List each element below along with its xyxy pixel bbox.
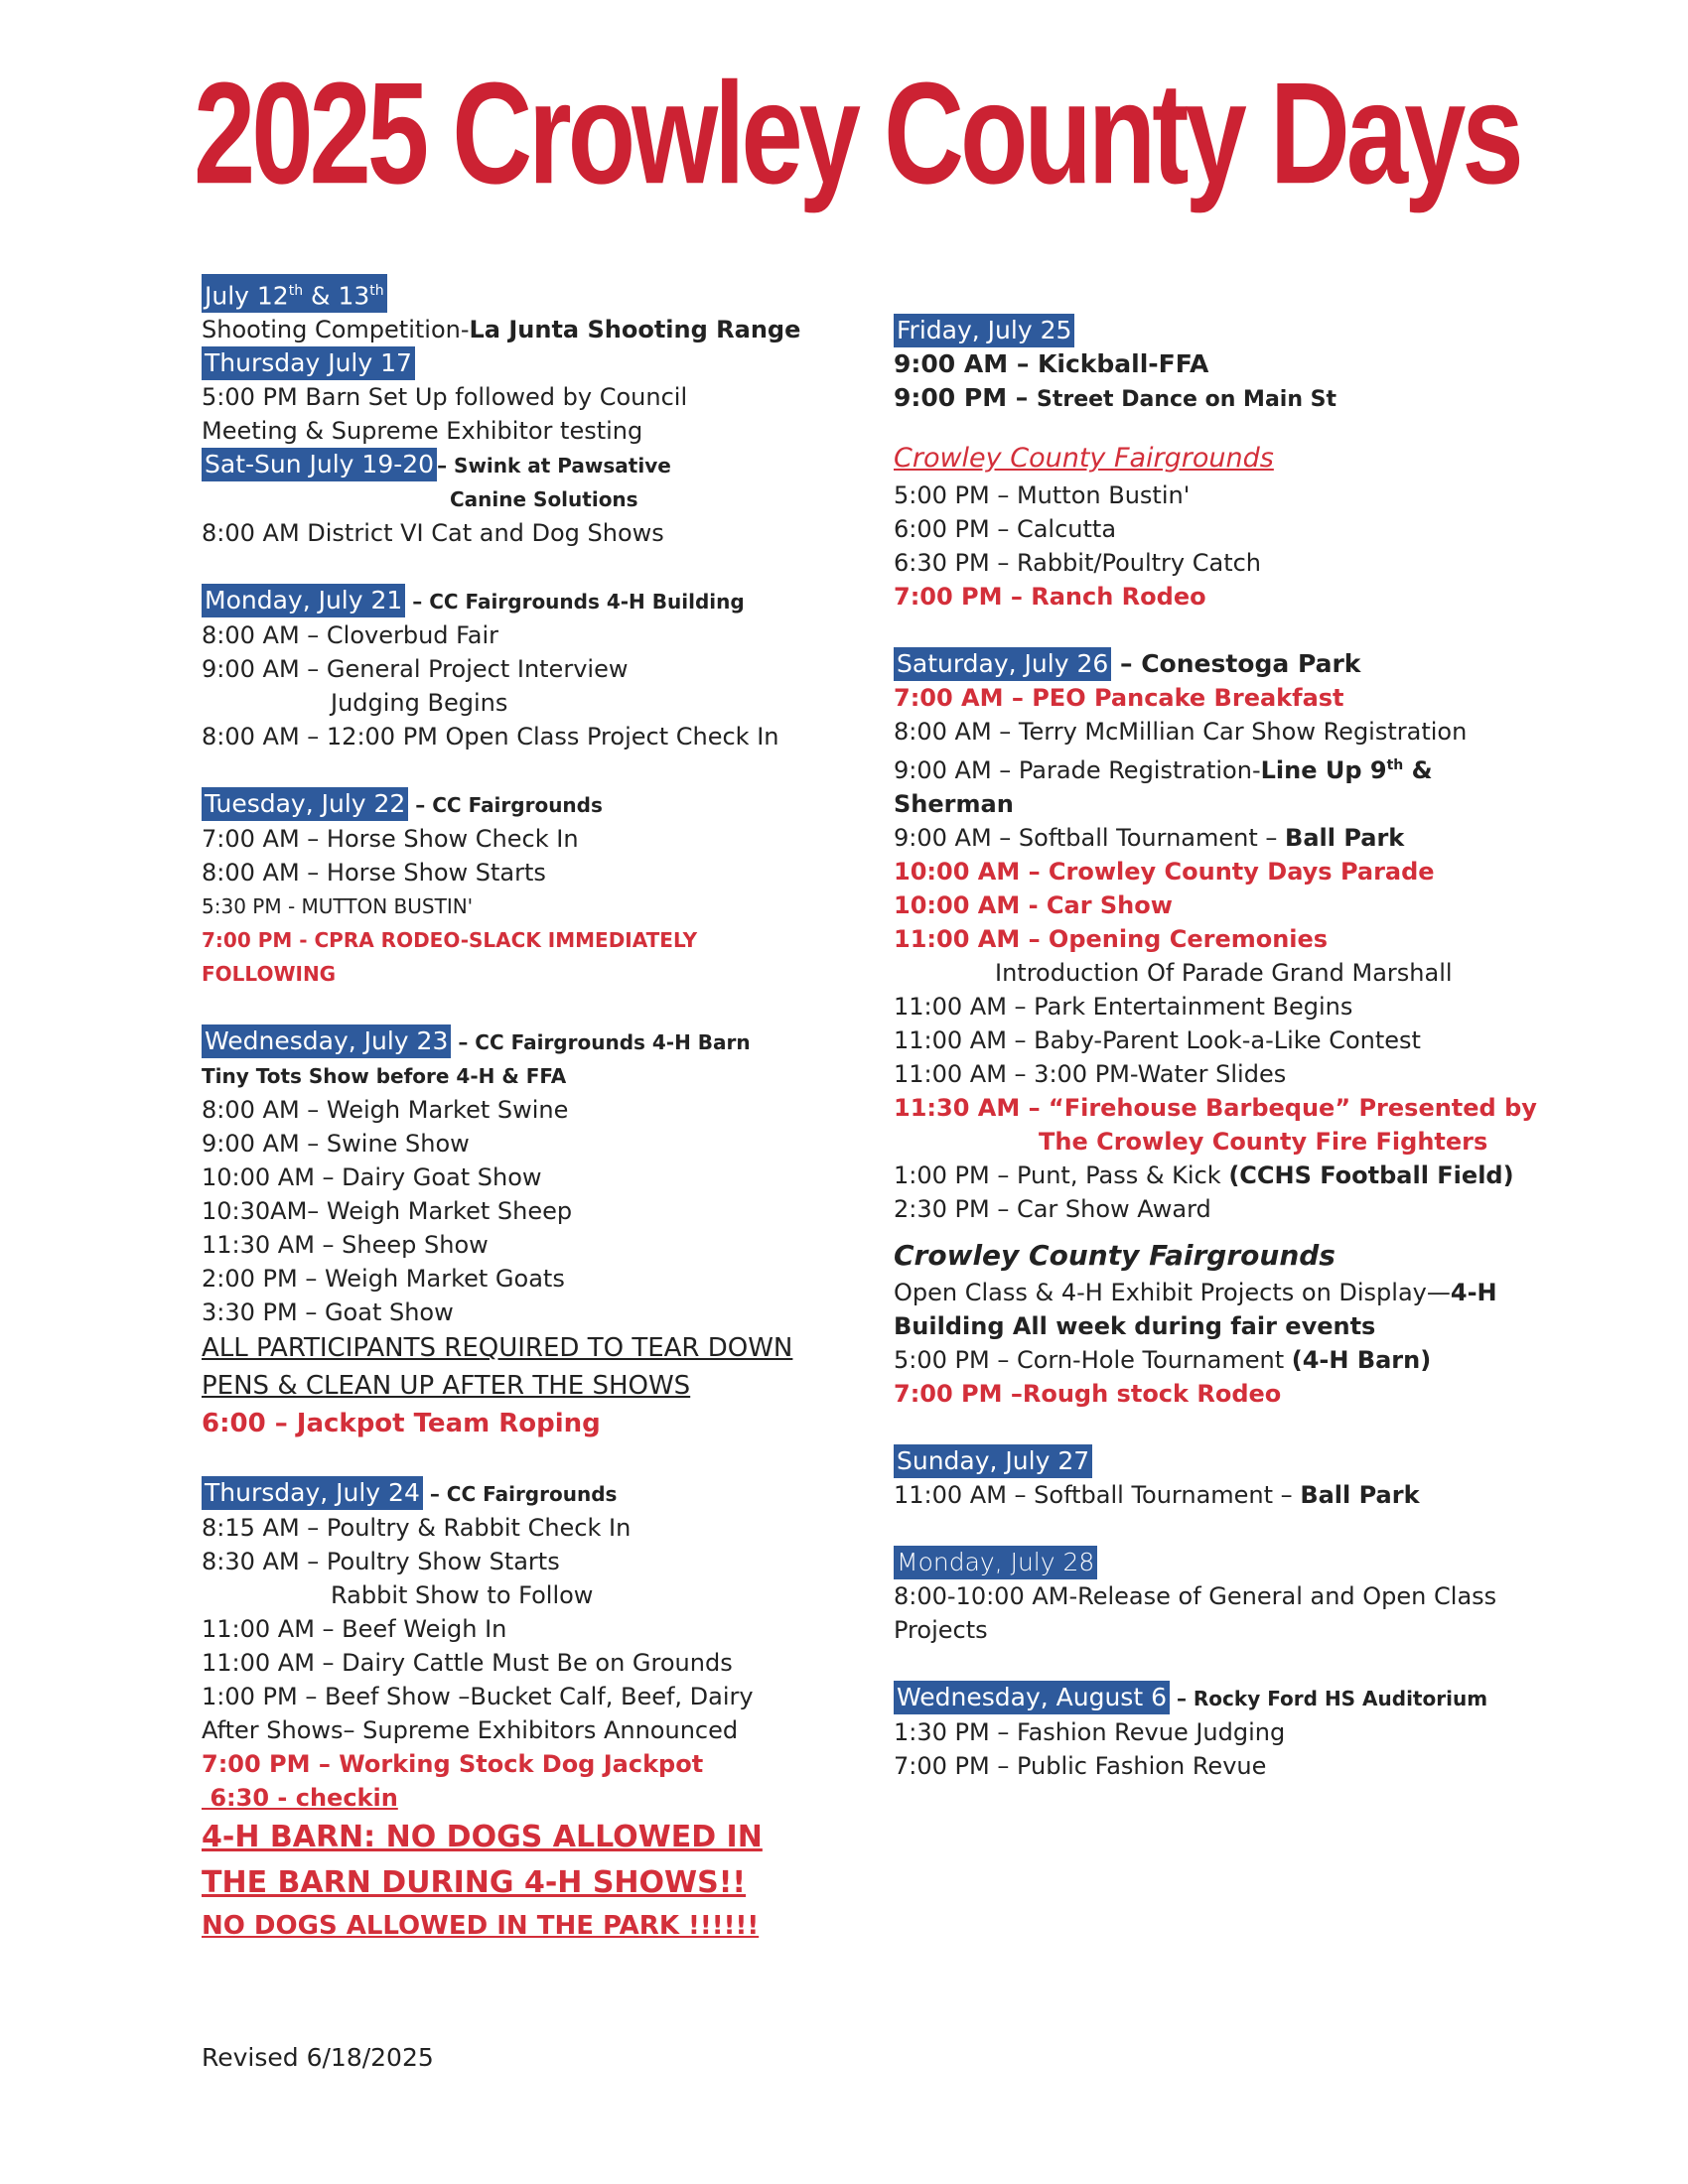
event-line: 8:00 AM – 12:00 PM Open Class Project Check In — [202, 723, 779, 751]
event-line: Shooting Competition-La Junta Shooting Range — [202, 316, 801, 344]
event-line: 9:00 AM – Swine Show — [202, 1130, 470, 1159]
event-line: Open Class & 4-H Exhibit Projects on Display—4-H — [894, 1279, 1497, 1306]
left-column — [202, 274, 837, 1946]
event-line: 7:00 AM – Horse Show Check In — [202, 825, 579, 854]
event-line: 11:00 AM – Beef Weigh In — [202, 1615, 507, 1644]
event-line: 9:00 AM – Softball Tournament – Ball Park — [894, 824, 1405, 852]
event-line: 8:00 AM – Cloverbud Fair — [202, 621, 499, 650]
event-line: Introduction Of Parade Grand Marshall — [995, 959, 1453, 987]
venue-label: – CC Fairgrounds — [422, 1482, 618, 1507]
event-line: 9:00 PM – Street Dance on Main St — [894, 383, 1337, 412]
section-july-27 — [894, 1444, 1509, 1512]
event-line: 10:30AM– Weigh Market Sheep — [202, 1197, 573, 1226]
date-header: Saturday, July 26 — [894, 647, 1111, 681]
section-july-19-20 — [202, 448, 837, 550]
venue-label: – CC Fairgrounds — [408, 793, 603, 818]
venue-heading: Crowley County Fairgrounds — [894, 443, 1274, 474]
section-july-21 — [202, 584, 837, 753]
venue-heading: Crowley County Fairgrounds — [894, 1239, 1336, 1272]
section-july-12-13 — [202, 274, 837, 346]
event-line: 8:00 AM District VI Cat and Dog Shows — [202, 519, 664, 548]
event-line: 11:00 AM – Baby-Parent Look-a-Like Contest — [894, 1026, 1421, 1054]
notice-line: PENS & CLEAN UP AFTER THE SHOWS — [202, 1371, 691, 1402]
event-line: 11:00 AM – Dairy Cattle Must Be on Grounds — [202, 1649, 733, 1678]
section-fairgrounds-saturday — [894, 1236, 1509, 1411]
event-line: The Crowley County Fire Fighters — [1039, 1128, 1488, 1156]
section-july-23 — [202, 1024, 837, 1442]
event-line: 10:00 AM - Car Show — [894, 891, 1173, 919]
event-line: 6:00 PM – Calcutta — [894, 515, 1117, 543]
section-fairgrounds-friday — [894, 439, 1509, 614]
section-july-28 — [894, 1546, 1509, 1647]
event-line: 10:00 AM – Dairy Goat Show — [202, 1163, 542, 1192]
warning-line: NO DOGS ALLOWED IN THE PARK !!!!!! — [202, 1911, 760, 1942]
venue-label: – CC Fairgrounds 4-H Barn — [451, 1030, 751, 1055]
date-header: Thursday July 17 — [202, 346, 415, 380]
event-line: Building All week during fair events — [894, 1312, 1376, 1340]
section-july-25 — [894, 314, 1509, 417]
event-line: 1:30 PM – Fashion Revue Judging — [894, 1718, 1286, 1746]
event-line: 11:00 AM – Park Entertainment Begins — [894, 993, 1353, 1021]
event-line: 7:00 PM – Working Stock Dog Jackpot — [202, 1750, 704, 1779]
event-line: 5:00 PM – Mutton Bustin' — [894, 481, 1191, 509]
date-header: Monday, July 21 — [202, 584, 405, 617]
warning-line: THE BARN DURING 4-H SHOWS!! — [202, 1865, 747, 1901]
event-line: 5:00 PM Barn Set Up followed by Council — [202, 383, 688, 412]
section-july-26 — [894, 647, 1537, 1226]
section-july-24 — [202, 1476, 837, 1946]
event-line: 9:00 AM – Kickball-FFA — [894, 349, 1209, 378]
event-line: 3:30 PM – Goat Show — [202, 1298, 454, 1327]
event-line: 1:00 PM – Beef Show –Bucket Calf, Beef, Dairy — [202, 1683, 754, 1711]
event-line: Meeting & Supreme Exhibitor testing — [202, 417, 643, 446]
venue-label: – CC Fairgrounds 4-H Building — [405, 590, 745, 614]
revised-date: Revised 6/18/2025 — [202, 2043, 434, 2072]
event-line: Rabbit Show to Follow — [331, 1581, 594, 1610]
event-line: 1:00 PM – Punt, Pass & Kick (CCHS Football Field) — [894, 1161, 1514, 1189]
event-line: 8:15 AM – Poultry & Rabbit Check In — [202, 1514, 632, 1543]
section-august-6 — [894, 1681, 1509, 1783]
event-line: 8:00 AM – Horse Show Starts — [202, 859, 546, 887]
venue-label: – Swink at Pawsative — [437, 454, 671, 478]
notice-line: ALL PARTICIPANTS REQUIRED TO TEAR DOWN — [202, 1333, 793, 1364]
date-header: Monday, July 28 — [894, 1546, 1097, 1579]
right-column — [894, 314, 1537, 1783]
event-line: Tiny Tots Show before 4-H & FFA — [202, 1064, 567, 1089]
date-header: Friday, July 25 — [894, 314, 1074, 347]
event-line: 8:00 AM – Weigh Market Swine — [202, 1096, 569, 1125]
section-july-22 — [202, 787, 837, 991]
event-line: 8:30 AM – Poultry Show Starts — [202, 1548, 560, 1576]
event-line: 11:30 AM – “Firehouse Barbeque” Presented by — [894, 1094, 1537, 1122]
event-line: After Shows– Supreme Exhibitors Announced — [202, 1716, 739, 1745]
event-line: 9:00 AM – General Project Interview — [202, 655, 629, 684]
date-header: Tuesday, July 22 — [202, 787, 408, 821]
date-header: Sat-Sun July 19-20 — [202, 448, 437, 481]
date-header: Wednesday, July 23 — [202, 1024, 451, 1058]
event-line: 7:00 PM – Ranch Rodeo — [894, 583, 1206, 611]
event-line: 5:30 PM - MUTTON BUSTIN' — [202, 894, 474, 919]
event-line: Judging Begins — [331, 689, 508, 718]
event-line: 2:30 PM – Car Show Award — [894, 1195, 1211, 1223]
event-line: 5:00 PM – Corn-Hole Tournament (4-H Barn) — [894, 1346, 1432, 1374]
event-line: 6:30 - checkin — [202, 1784, 398, 1813]
event-line: 11:00 AM – Softball Tournament – Ball Park — [894, 1481, 1420, 1509]
event-line: 7:00 AM – PEO Pancake Breakfast — [894, 684, 1344, 712]
event-line: 6:00 – Jackpot Team Roping — [202, 1409, 601, 1439]
venue-label: – Conestoga Park — [1111, 649, 1361, 678]
warning-line: 4-H BARN: NO DOGS ALLOWED IN — [202, 1820, 763, 1855]
venue-label: – Rocky Ford HS Auditorium — [1169, 1687, 1488, 1710]
event-line: FOLLOWING — [202, 962, 337, 987]
event-line: 7:00 PM – Public Fashion Revue — [894, 1752, 1267, 1780]
event-line: 6:30 PM – Rabbit/Poultry Catch — [894, 549, 1262, 577]
date-header: Thursday, July 24 — [202, 1476, 423, 1510]
event-line: 9:00 AM – Parade Registration-Line Up 9th & — [894, 756, 1433, 784]
date-header: July 12th & 13th — [202, 274, 387, 313]
venue-label: Canine Solutions — [450, 487, 638, 512]
event-line: 7:00 PM - CPRA RODEO-SLACK IMMEDIATELY — [202, 928, 698, 953]
event-line: Sherman — [894, 790, 1014, 818]
date-header: Sunday, July 27 — [894, 1444, 1092, 1478]
date-header: Wednesday, August 6 — [894, 1681, 1170, 1714]
event-line: 8:00-10:00 AM-Release of General and Open Class — [894, 1582, 1497, 1610]
event-line: 2:00 PM – Weigh Market Goats — [202, 1265, 565, 1294]
section-july-17 — [202, 346, 837, 448]
event-line: Projects — [894, 1616, 988, 1644]
event-line: 8:00 AM – Terry McMillian Car Show Registration — [894, 718, 1468, 746]
event-line: 10:00 AM – Crowley County Days Parade — [894, 858, 1435, 886]
event-line: 11:30 AM – Sheep Show — [202, 1231, 489, 1260]
page-title: 2025 Crowley County Days — [194, 52, 1520, 214]
event-line: 11:00 AM – 3:00 PM-Water Slides — [894, 1060, 1287, 1088]
event-line: 7:00 PM –Rough stock Rodeo — [894, 1380, 1282, 1408]
event-line: 11:00 AM – Opening Ceremonies — [894, 925, 1329, 953]
